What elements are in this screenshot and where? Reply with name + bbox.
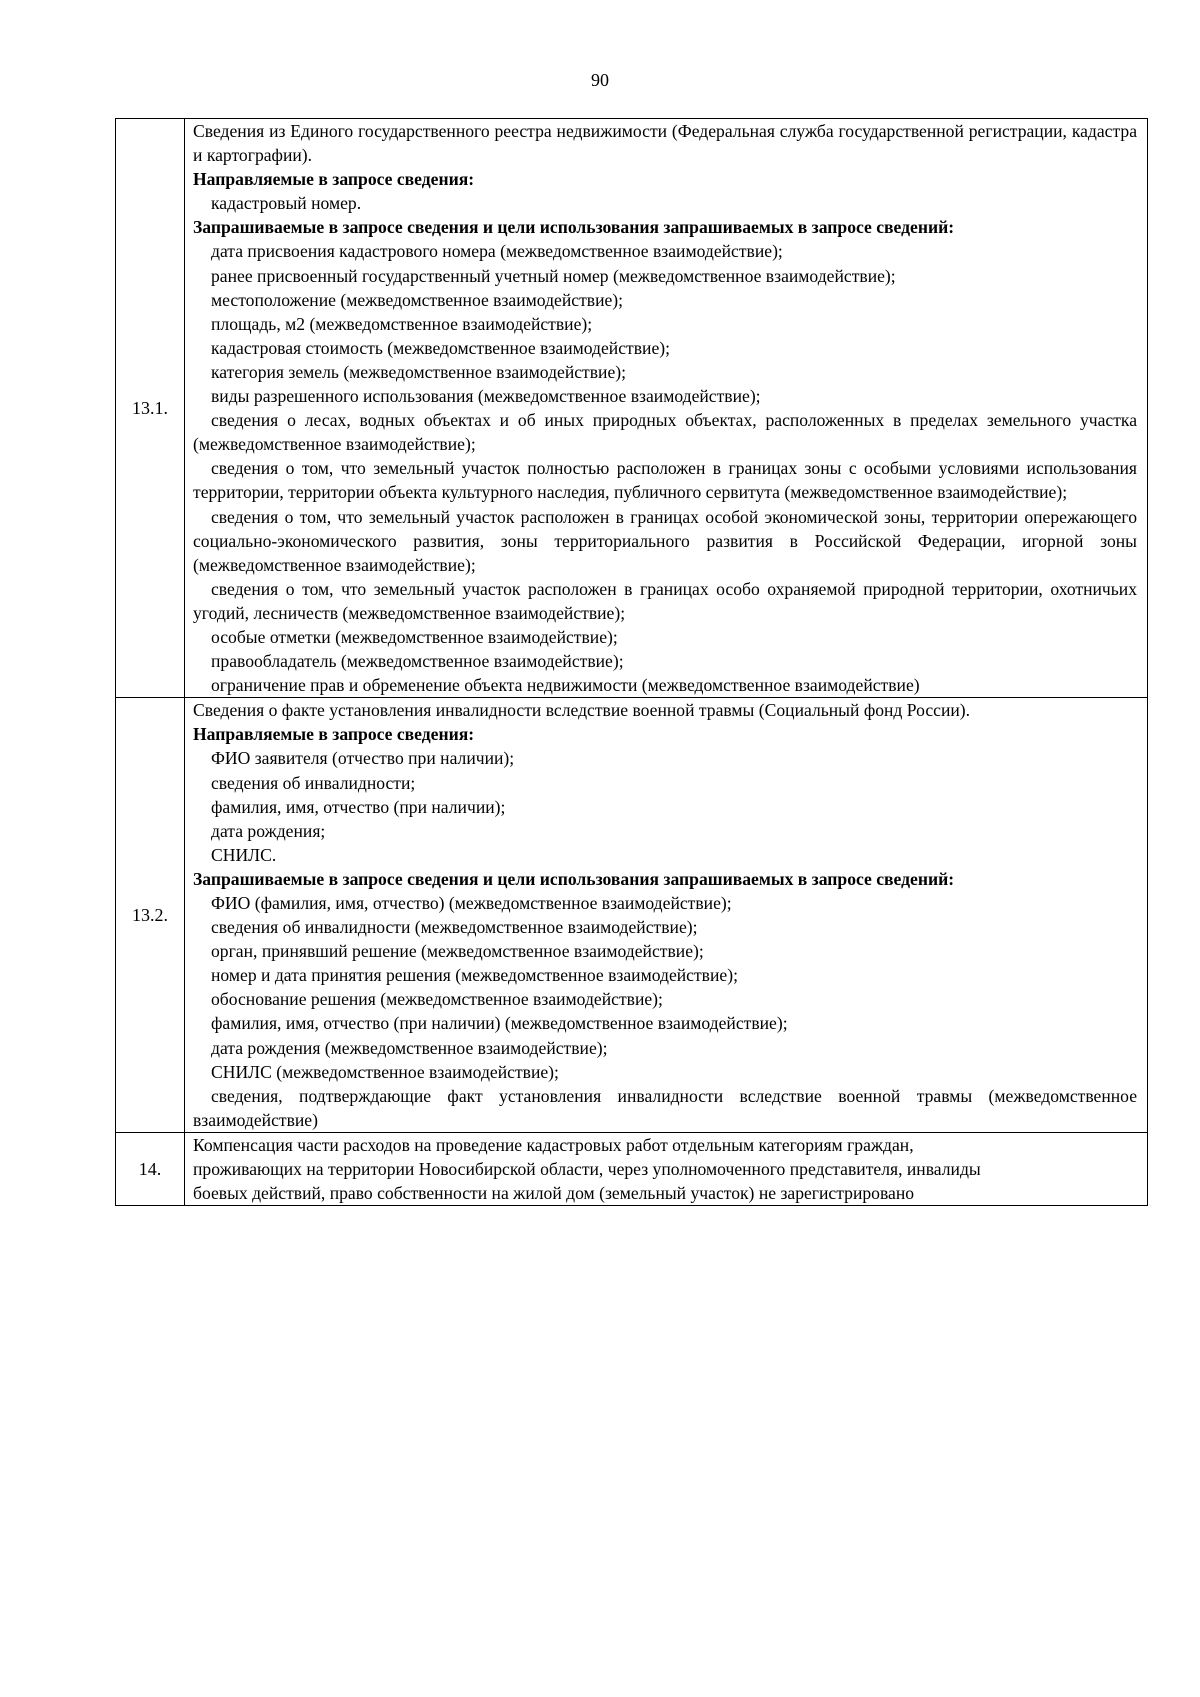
list-item: обоснование решения (межведомственное взаимодействие); xyxy=(211,989,663,1010)
sent-header: Направляемые в запросе сведения: xyxy=(193,724,475,745)
list-item: СНИЛС. xyxy=(211,844,277,865)
row-text-line: проживающих на территории Новосибирской области, через уполномоченного представителя, инвалиды xyxy=(193,1159,981,1180)
list-item: категория земель (межведомственное взаимодействие); xyxy=(211,361,627,382)
page-number: 90 xyxy=(591,70,609,90)
list-item: сведения, подтверждающие факт установления инвалидности вследствие военной травмы (межведомственное взаимодействие) xyxy=(193,1085,1137,1130)
list-item: особые отметки (межведомственное взаимодействие); xyxy=(211,626,618,647)
list-item: виды разрешенного использования (межведомственное взаимодействие); xyxy=(211,386,761,407)
list-item: сведения об инвалидности (межведомственное взаимодействие); xyxy=(211,917,698,938)
requested-header: Запрашиваемые в запросе сведения и цели использования запрашиваемых в запросе сведений: xyxy=(193,217,955,238)
list-item: фамилия, имя, отчество (при наличии); xyxy=(211,796,506,817)
list-item: СНИЛС (межведомственное взаимодействие); xyxy=(211,1061,559,1082)
row-number: 14. xyxy=(116,1132,185,1205)
requirements-table xyxy=(115,118,1148,1206)
row-intro: Сведения из Единого государственного реестра недвижимости (Федеральная служба государственной регистрации, кадастра и картографии). xyxy=(193,121,1137,166)
list-item: сведения о лесах, водных объектах и об иных природных объектах, расположенных в пределах земельного участка (межведомственное взаимодействие); xyxy=(193,410,1137,455)
list-item: дата присвоения кадастрового номера (межведомственное взаимодействие); xyxy=(211,241,783,262)
list-item: ограничение прав и обременение объекта недвижимости (межведомственное взаимодействие) xyxy=(211,675,920,696)
table-row xyxy=(116,1132,1148,1205)
sent-header: Направляемые в запросе сведения: xyxy=(193,169,475,190)
list-item: номер и дата принятия решения (межведомственное взаимодействие); xyxy=(211,965,738,986)
row-number: 13.2. xyxy=(116,698,185,1133)
list-item: сведения о том, что земельный участок расположен в границах особой экономической зоны, территории опережающего социально-экономического развития, зоны территориального развития в Российской Федерации, игорной зоны (межведомственное взаимодействие); xyxy=(193,506,1137,575)
list-item: сведения об инвалидности; xyxy=(211,772,416,793)
list-item: дата рождения; xyxy=(211,820,326,841)
row-text-line: боевых действий, право собственности на жилой дом (земельный участок) не зарегистрировано xyxy=(193,1183,915,1204)
row-intro: Сведения о факте установления инвалидности вследствие военной травмы (Социальный фонд России). xyxy=(193,700,971,721)
table-row xyxy=(116,119,1148,698)
row-number: 13.1. xyxy=(116,119,185,698)
list-item: сведения о том, что земельный участок полностью расположен в границах зоны с особыми условиями использования территории, территории объекта культурного наследия, публичного сервитута (межведомственное взаимодействие); xyxy=(193,458,1137,503)
row-content xyxy=(185,698,1148,1133)
list-item: ФИО заявителя (отчество при наличии); xyxy=(211,748,515,769)
list-item: кадастровый номер. xyxy=(211,193,362,214)
list-item: дата рождения (межведомственное взаимодействие); xyxy=(211,1037,608,1058)
list-item: площадь, м2 (межведомственное взаимодействие); xyxy=(211,313,593,334)
list-item: местоположение (межведомственное взаимодействие); xyxy=(211,289,624,310)
row-text-line: Компенсация части расходов на проведение кадастровых работ отдельным категориям граждан, xyxy=(193,1134,914,1155)
list-item: сведения о том, что земельный участок расположен в границах особо охраняемой природной территории, охотничьих угодий, лесничеств (межведомственное взаимодействие); xyxy=(193,578,1137,623)
table-row xyxy=(116,698,1148,1133)
requested-header: Запрашиваемые в запросе сведения и цели использования запрашиваемых в запросе сведений: xyxy=(193,868,955,889)
list-item: ранее присвоенный государственный учетный номер (межведомственное взаимодействие); xyxy=(211,265,896,286)
list-item: фамилия, имя, отчество (при наличии) (межведомственное взаимодействие); xyxy=(211,1013,788,1034)
row-content xyxy=(185,1132,1148,1205)
list-item: орган, принявший решение (межведомственное взаимодействие); xyxy=(211,941,704,962)
list-item: ФИО (фамилия, имя, отчество) (межведомственное взаимодействие); xyxy=(211,893,732,913)
row-content xyxy=(185,119,1148,698)
list-item: правообладатель (межведомственное взаимодействие); xyxy=(211,651,624,672)
list-item: кадастровая стоимость (межведомственное взаимодействие); xyxy=(211,337,671,358)
